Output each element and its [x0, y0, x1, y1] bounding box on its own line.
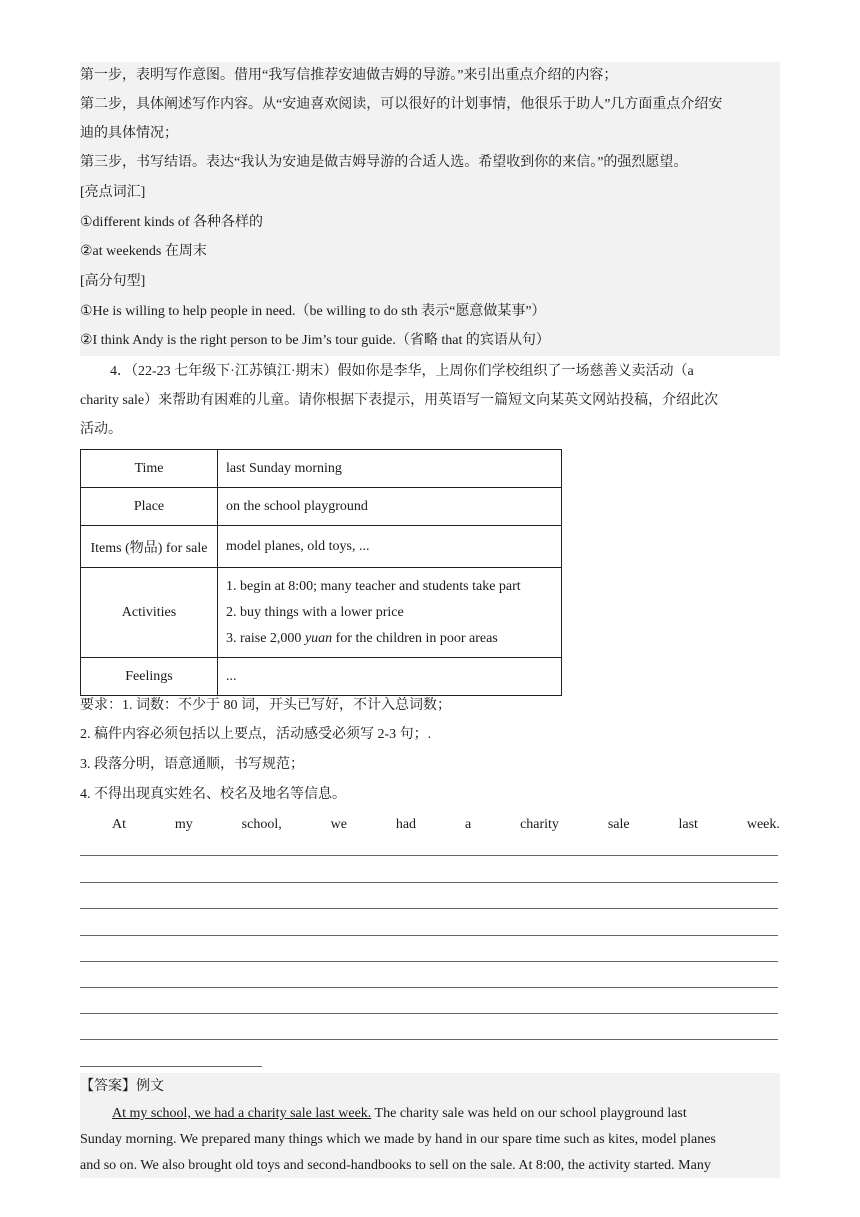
- requirement-item: 3. 段落分明，语意通顺，书写规范；: [80, 757, 304, 772]
- question-line1: 4．（22-23 七年级下·江苏镇江·期末）假如你是李华，上周你们学校组织了一场慈善义卖活动（a: [110, 364, 694, 379]
- guide-step3: 第三步，书写结语。表达“我认为安迪是做吉姆导游的合适人选。希望收到你的来信。”的强烈愿望。: [80, 155, 688, 170]
- writing-line[interactable]: [80, 935, 778, 936]
- sentence-item: ②I think Andy is the right person to be Jim’s tour guide.（省略 that 的宾语从句）: [80, 333, 550, 348]
- opening-word: we: [330, 817, 347, 832]
- requirement-item: 要求：1. 词数：不少于 80 词，开头已写好，不计入总词数；: [80, 698, 451, 713]
- table-value: last Sunday morning: [218, 450, 562, 488]
- opening-word: week.: [746, 817, 780, 832]
- table-row: [81, 658, 562, 696]
- table-value: model planes, old toys, ...: [218, 526, 562, 568]
- writing-line[interactable]: [80, 961, 778, 962]
- table-key: Place: [81, 488, 218, 526]
- table-key: Time: [81, 450, 218, 488]
- writing-line[interactable]: [80, 908, 778, 909]
- opening-word: school,: [241, 817, 282, 832]
- essay-opening: [80, 815, 780, 835]
- guide-step2-line1: 第二步，具体阐述写作内容。从“安迪喜欢阅读，可以很好的计划事情，他很乐于助人”几方面重点介绍安: [80, 97, 723, 112]
- answer-opening-underlined: At my school, we had a charity sale last week.: [112, 1106, 372, 1121]
- table-value: ...: [218, 658, 562, 696]
- activity-emphasis: yuan: [304, 630, 333, 646]
- question-line2: charity sale）来帮助有困难的儿童。请你根据下表提示，用英语写一篇短文向某英文网站投稿，介绍此次: [80, 393, 719, 408]
- opening-word: charity: [520, 817, 559, 832]
- activity-item: 1. begin at 8:00; many teacher and students take part: [226, 578, 521, 594]
- prompt-table: [80, 449, 562, 696]
- writing-line[interactable]: [80, 882, 778, 883]
- table-row: [81, 568, 562, 658]
- opening-word: sale: [607, 817, 630, 832]
- writing-line[interactable]: [80, 855, 778, 856]
- table-value: on the school playground: [218, 488, 562, 526]
- opening-word: last: [678, 817, 698, 832]
- writing-line[interactable]: [80, 1013, 778, 1014]
- opening-word: had: [395, 817, 417, 832]
- guide-step2-line2: 迪的具体情况；: [80, 126, 178, 141]
- guide-step1: 第一步，表明写作意图。借用“我写信推荐安迪做吉姆的导游。”来引出重点介绍的内容；: [80, 68, 618, 83]
- opening-word: my: [174, 817, 193, 832]
- table-row: [81, 450, 562, 488]
- sentence-heading: [高分句型]: [80, 274, 146, 289]
- table-key: Items (物品) for sale: [81, 526, 218, 568]
- answer-line1: At my school, we had a charity sale last week. The charity sale was held on our school playground last: [112, 1106, 687, 1121]
- vocab-heading: [亮点词汇]: [80, 185, 146, 200]
- section-divider: [80, 1066, 262, 1067]
- sentence-item: ①He is willing to help people in need.（be willing to do sth 表示“愿意做某事”）: [80, 304, 546, 319]
- requirement-item: 2. 稿件内容必须包括以上要点，活动感受必须写 2-3 句；.: [80, 727, 432, 742]
- writing-line[interactable]: [80, 987, 778, 988]
- question-line3: 活动。: [80, 422, 122, 437]
- writing-line[interactable]: [80, 1039, 778, 1040]
- vocab-item: ②at weekends 在周末: [80, 244, 207, 259]
- opening-word: At: [112, 817, 126, 832]
- table-row: [81, 526, 562, 568]
- table-row: [81, 488, 562, 526]
- answer-label: 【答案】例文: [80, 1079, 164, 1094]
- requirement-item: 4. 不得出现真实姓名、校名及地名等信息。: [80, 787, 346, 802]
- table-key: Feelings: [81, 658, 218, 696]
- activity-item: 3. raise 2,000 yuan for the children in poor areas: [226, 630, 498, 646]
- answer-line2: Sunday morning. We prepared many things which we made by hand in our spare time such as kites, model planes: [80, 1132, 716, 1147]
- vocab-item: ①different kinds of 各种各样的: [80, 215, 263, 230]
- table-key: Activities: [81, 568, 218, 658]
- table-value: [218, 568, 562, 658]
- activity-item: 2. buy things with a lower price: [226, 604, 404, 620]
- opening-word: a: [464, 817, 472, 832]
- answer-line3: and so on. We also brought old toys and second-handbooks to sell on the sale. At 8:00, the activity started. Many: [80, 1158, 711, 1173]
